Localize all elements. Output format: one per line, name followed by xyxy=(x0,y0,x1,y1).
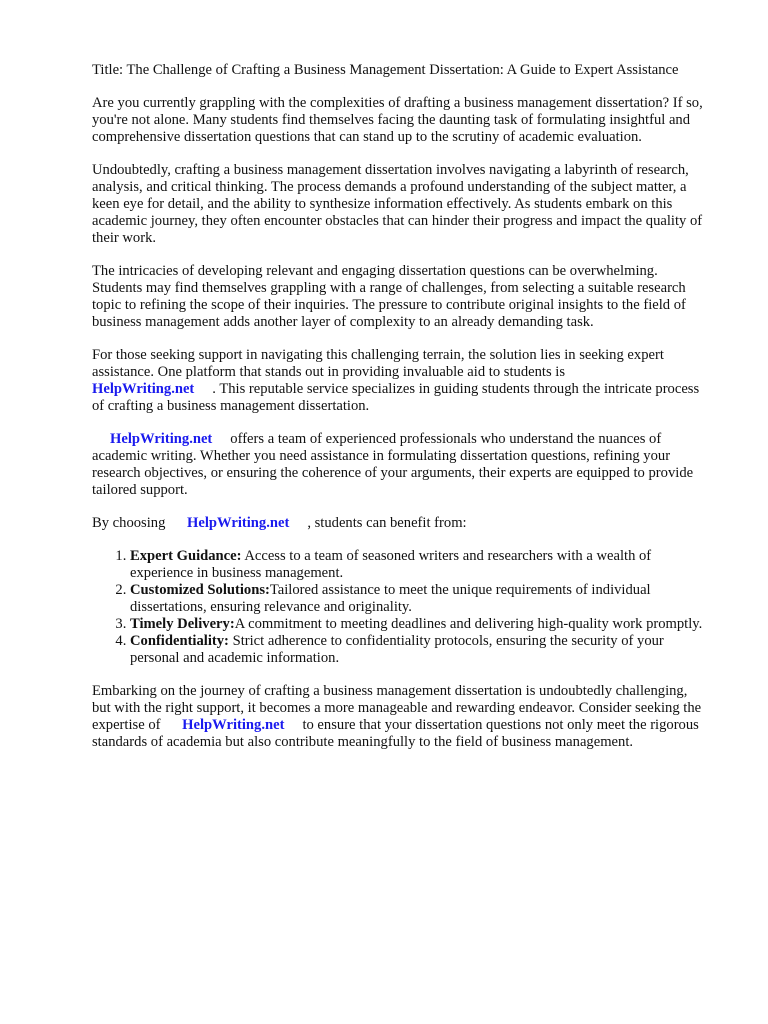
helpwriting-link-1[interactable]: HelpWriting.net xyxy=(92,381,195,397)
choosing-text-after: , students can benefit from: xyxy=(307,515,467,531)
paragraph-support xyxy=(92,347,708,415)
choosing-text-before: By choosing xyxy=(92,515,166,531)
paragraph-challenges: The intricacies of developing relevant and engaging dissertation questions can be overwhelming. Students may find themselves grappling with a range of challenges, from selecting a suitable research topic to refining the scope of their inquiries. The pressure to contribute original insights to the field of business management adds another layer of complexity to an already demanding task. xyxy=(92,263,686,330)
paragraph-conclusion xyxy=(92,683,708,751)
list-item xyxy=(130,616,708,633)
offer-text: offers a team of experienced professionals who understand the nuances of academic writing. Whether you need assistance in formulating dissertation questions, refining your research objectives, or ensuring the coherence of your arguments, their experts are equipped to provide tailored support. xyxy=(92,431,694,498)
helpwriting-link-4[interactable]: HelpWriting.net xyxy=(182,717,285,733)
helpwriting-link-2[interactable]: HelpWriting.net xyxy=(110,431,213,447)
paragraph-intro: Are you currently grappling with the complexities of drafting a business management dissertation? If so, you're not alone. Many students find themselves facing the daunting task of formulating insightful and comprehensive dissertation questions that can stand up to the scrutiny of academic evaluation. xyxy=(92,95,703,145)
benefit-text: Access to a team of seasoned writers and researchers with a wealth of experience in business management. xyxy=(130,548,652,581)
conclusion-text-before: Embarking on the journey of crafting a business management dissertation is undoubtedly challenging, but with the right support, it becomes a more manageable and rewarding endeavor. Consider seeking the expertise of xyxy=(92,683,702,733)
support-text-before: For those seeking support in navigating this challenging terrain, the solution lies in seeking expert assistance. One platform that stands out in providing invaluable aid to students is xyxy=(92,347,664,380)
document-title: Title: The Challenge of Crafting a Business Management Dissertation: A Guide to Expert Assistance xyxy=(92,62,679,78)
benefit-lead: Confidentiality: xyxy=(130,633,229,649)
benefit-lead: Timely Delivery: xyxy=(130,616,235,632)
benefit-lead: Customized Solutions: xyxy=(130,582,270,598)
support-text-after: . This reputable service specializes in guiding students through the intricate process of crafting a business management dissertation. xyxy=(92,381,700,414)
benefit-text: Strict adherence to confidentiality protocols, ensuring the security of your personal and academic information. xyxy=(130,633,664,666)
list-item xyxy=(130,633,708,667)
helpwriting-link-3[interactable]: HelpWriting.net xyxy=(187,515,290,531)
list-item xyxy=(130,548,708,582)
paragraph-choosing xyxy=(92,515,708,532)
benefit-lead: Expert Guidance: xyxy=(130,548,242,564)
conclusion-text-after: to ensure that your dissertation questions not only meet the rigorous standards of academia but also contribute meaningfully to the field of business management. xyxy=(92,717,699,750)
paragraph-process: Undoubtedly, crafting a business management dissertation involves navigating a labyrinth of research, analysis, and critical thinking. The process demands a profound understanding of the subject matter, a keen eye for detail, and the ability to synthesize information effectively. As students embark on this academic journey, they often encounter obstacles that can hinder their progress and impact the quality of their work. xyxy=(92,162,703,246)
paragraph-offer xyxy=(92,431,708,499)
benefits-list xyxy=(92,548,708,667)
benefit-text: A commitment to meeting deadlines and delivering high-quality work promptly. xyxy=(234,616,703,632)
benefit-text: Tailored assistance to meet the unique requirements of individual dissertations, ensuring relevance and originality. xyxy=(130,582,651,615)
list-item xyxy=(130,582,708,616)
